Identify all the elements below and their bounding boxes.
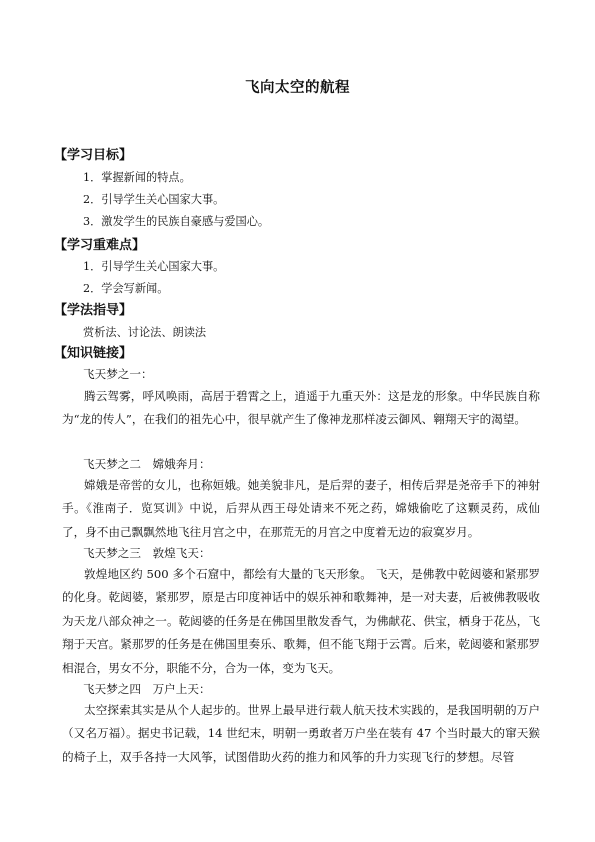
dream-1-text: 腾云驾雾，呼风唤雨，高居于碧霄之上，逍遥于九重天外：这是龙的形象。中华民族自称为“龙的传人”，在我们的祖先心中，很早就产生了像神龙那样凌云御风、翱翔天宇的渴望。 — [62, 389, 540, 427]
dream-3-text: 敦煌地区约 500 多个石窟中，都绘有大量的飞天形象。 飞天，是佛教中乾闼婆和紧那罗的化身。乾闼婆，紧那罗，原是古印度神话中的娱乐神和歌舞神，是一对夫妻，后被佛教吸收为天龙八部众神之一。乾闼婆的任务是在佛国里散发香气，为佛献花、供宝，栖身于花丛，飞翔于天宫。紧那罗的任务是在佛国里奏乐、歌舞，但不能飞翔于云霄。后来，乾闼婆和紧那罗相混合，男女不分，职能不分，合为一体，变为飞天。 — [62, 567, 540, 675]
methods-text: 赏析法、讨论法、朗读法 — [83, 326, 207, 339]
goal-item-2: 2．引导学生关心国家大事。 — [83, 193, 225, 206]
dream-2-text: 嫦娥是帝喾的女儿，也称姮娥。她美貌非凡，是后羿的妻子，相传后羿是尧帝手下的神射手。《淮南子．览冥训》中说，后羿从西王母处请来不死之药，嫦娥偷吃了这颗灵药，成仙了，身不由己飘飘然地飞往月宫之中，在那荒无的月宫之中度着无边的寂寞岁月。 — [62, 478, 540, 539]
page-title: 飞向太空的航程 — [245, 80, 350, 96]
dream-4-title: 飞天梦之四 万户上天： — [83, 682, 211, 696]
dream-3-title: 飞天梦之三 敦煌飞天： — [83, 546, 211, 560]
dream-1-title: 飞天梦之一： — [83, 367, 153, 381]
methods-heading: 【学法指导】 — [54, 303, 133, 318]
goals-heading: 【学习目标】 — [54, 148, 133, 163]
key-point-item-1: 1．引导学生关心国家大事。 — [83, 260, 225, 273]
knowledge-heading: 【知识链接】 — [54, 346, 133, 361]
dream-2-title: 飞天梦之二 嫦娥奔月： — [83, 457, 211, 471]
key-points-heading: 【学习重难点】 — [54, 238, 146, 253]
goal-item-3: 3．激发学生的民族自豪感与爱国心。 — [83, 215, 270, 228]
key-point-item-2: 2．学会写新闻。 — [83, 282, 169, 295]
goal-item-1: 1．掌握新闻的特点。 — [83, 171, 191, 184]
dream-4-text: 太空探索其实是从个人起步的。世界上最早进行载人航天技术实践的，是我国明朝的万户（又名万福）。据史书记载，14 世纪末，明朝一勇敢者万户坐在装有 47 个当时最大的窜天猴的椅子上，双手各持一大风筝，试图借助火药的推力和风筝的升力实现飞行的梦想。尽管 — [62, 703, 540, 764]
